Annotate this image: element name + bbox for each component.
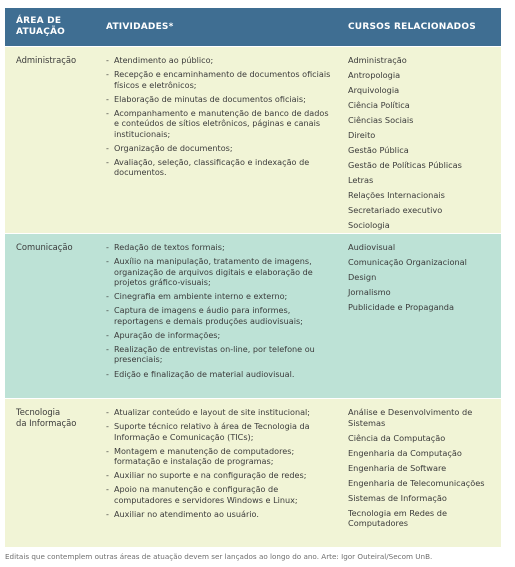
course-item: Arquivologia <box>348 85 400 95</box>
activity-item: - Cinegrafia em ambiente interno e externo; <box>106 291 332 302</box>
course-item: Engenharia de Telecomunicações <box>348 477 485 488</box>
course-item: Publicidade e Propaganda <box>348 302 455 312</box>
area-cell <box>16 55 76 66</box>
course-item: Gestão Pública <box>348 145 409 155</box>
area-cell <box>16 242 73 253</box>
activity-item: - Avaliação, seleção, classificação e indexação de documentos. <box>106 157 332 178</box>
table-row-comunicacao <box>5 233 501 398</box>
course-item: Direito <box>348 130 376 140</box>
course-item: Análise e Desenvolvimento de Sistemas <box>348 407 473 428</box>
course-item: Jornalismo <box>348 287 391 297</box>
table-row-administracao <box>5 46 501 233</box>
course-item: Comunicação Organizacional <box>348 257 467 267</box>
courses-list <box>348 55 493 235</box>
activity-item: - Apuração de informações; <box>106 330 332 341</box>
activity-item: - Auxiliar no suporte e na configuração de redes; <box>106 470 332 481</box>
courses-list <box>348 242 493 317</box>
course-item: Sociologia <box>348 220 390 230</box>
header-area-label <box>16 16 65 38</box>
activity-item: - Captura de imagens e áudio para informes, reportagens e demais produções audiovisuais; <box>106 305 332 326</box>
activity-item: - Acompanhamento e manutenção de banco de dados e conteúdos de sítios eletrônicos, páginas e canais institucionais; <box>106 108 332 140</box>
image-caption: Editais que contemplem outras áreas de atuação devem ser lançados ao longo do ano. Arte: Igor Outeiral/Secom UnB. <box>5 552 433 561</box>
course-item: Letras <box>348 175 374 185</box>
activity-item: - Edição e finalização de material audiovisual. <box>106 369 332 380</box>
activity-item: - Organização de documentos; <box>106 143 332 154</box>
course-item: Engenharia de Software <box>348 462 447 473</box>
course-item: Design <box>348 272 377 282</box>
course-item: Tecnologia em Redes de Computadores <box>348 507 448 528</box>
activities-list <box>106 407 332 523</box>
activity-item: - Auxílio na manipulação, tratamento de imagens, organização de arquivos digitais e elaboração de projetos gráfico-visuais; <box>106 256 332 288</box>
activity-item: - Atendimento ao público; <box>106 55 332 66</box>
header-courses-label: CURSOS RELACIONADOS <box>348 22 476 32</box>
course-item: Secretariado executivo <box>348 205 443 215</box>
activities-list <box>106 55 332 182</box>
activity-item: - Redação de textos formais; <box>106 242 332 253</box>
activity-item: - Elaboração de minutas de documentos oficiais; <box>106 94 332 105</box>
activity-item: - Apoio na manutenção e configuração de computadores e servidores Windows e Linux; <box>106 484 332 505</box>
area-cell <box>16 407 76 429</box>
course-item: Ciência da Computação <box>348 432 446 443</box>
course-item: Antropologia <box>348 70 401 80</box>
course-item: Audiovisual <box>348 242 396 252</box>
table-row-tecnologia <box>5 398 501 547</box>
course-item: Gestão de Políticas Públicas <box>348 160 462 170</box>
activities-list <box>106 242 332 383</box>
area-name: Administração <box>16 55 77 65</box>
header-area-line1: ÁREA DE <box>16 16 62 26</box>
course-item: Sistemas de Informação <box>348 492 447 503</box>
header-activities-label: ATIVIDADES* <box>106 22 174 32</box>
area-name: Comunicação <box>16 242 73 252</box>
activity-item: - Atualizar conteúdo e layout de site institucional; <box>106 407 332 418</box>
course-item: Engenharia da Computação <box>348 447 462 458</box>
area-name-line2: da Informação <box>16 418 77 428</box>
table-header <box>5 8 501 46</box>
activity-item: - Realização de entrevistas on-line, por telefone ou presenciais; <box>106 344 332 365</box>
courses-list <box>348 407 493 533</box>
course-item: Relações Internacionais <box>348 190 445 200</box>
activity-item: - Suporte técnico relativo à área de Tecnologia da Informação e Comunicação (TICs); <box>106 421 332 442</box>
header-area-line2: ATUAÇÃO <box>16 27 66 37</box>
course-item: Ciência Política <box>348 100 410 110</box>
course-item: Administração <box>348 55 407 65</box>
area-name: Tecnologia <box>16 407 61 417</box>
activity-item: - Auxiliar no atendimento ao usuário. <box>106 509 332 520</box>
areas-table <box>5 8 501 547</box>
activity-item: - Recepção e encaminhamento de documentos oficiais físicos e eletrônicos; <box>106 69 332 90</box>
activity-item: - Montagem e manutenção de computadores; formatação e instalação de programas; <box>106 446 332 467</box>
course-item: Ciências Sociais <box>348 115 414 125</box>
